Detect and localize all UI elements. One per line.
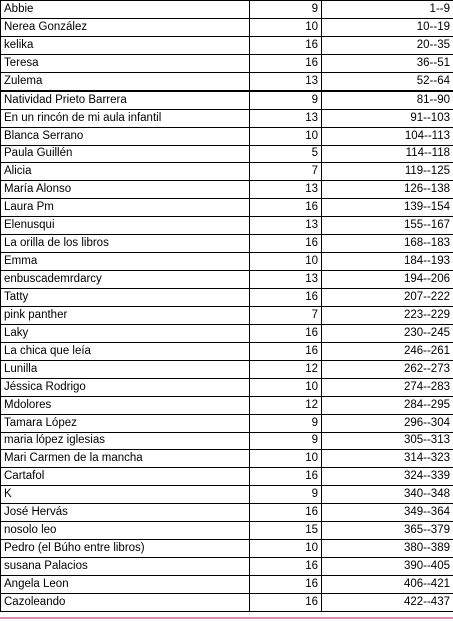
name-cell: La chica que leía bbox=[1, 342, 250, 360]
count-cell: 9 bbox=[250, 414, 322, 432]
table-row bbox=[1, 576, 453, 594]
name-cell: susana Palacios bbox=[1, 558, 250, 576]
sheet-bottom-border bbox=[0, 617, 453, 619]
count-cell: 10 bbox=[250, 378, 322, 396]
table-row bbox=[1, 414, 453, 432]
name-cell: nosolo leo bbox=[1, 522, 250, 540]
table-row bbox=[1, 378, 453, 396]
table-row bbox=[1, 271, 453, 289]
name-cell: Tamara López bbox=[1, 414, 250, 432]
name-cell: Laura Pm bbox=[1, 199, 250, 217]
count-cell: 10 bbox=[250, 253, 322, 271]
name-cell: Mari Carmen de la mancha bbox=[1, 450, 250, 468]
table-row bbox=[1, 450, 453, 468]
name-cell: Teresa bbox=[1, 54, 250, 72]
name-cell: maria lópez iglesias bbox=[1, 432, 250, 450]
count-cell: 13 bbox=[250, 217, 322, 235]
range-cell: 126--138 bbox=[322, 181, 453, 199]
count-cell: 9 bbox=[250, 486, 322, 504]
range-cell: 390--405 bbox=[322, 558, 453, 576]
name-cell: Nerea González bbox=[1, 18, 250, 36]
range-cell: 246--261 bbox=[322, 342, 453, 360]
range-cell: 349--364 bbox=[322, 504, 453, 522]
name-cell: Mdolores bbox=[1, 396, 250, 414]
count-cell: 16 bbox=[250, 558, 322, 576]
name-cell: enbuscademrdarcy bbox=[1, 271, 250, 289]
name-cell: Elenusqui bbox=[1, 217, 250, 235]
range-cell: 184--193 bbox=[322, 253, 453, 271]
range-cell: 81--90 bbox=[322, 91, 453, 109]
range-cell: 52--64 bbox=[322, 72, 453, 90]
table-row bbox=[1, 1, 453, 19]
table-row bbox=[1, 36, 453, 54]
table-row bbox=[1, 253, 453, 271]
range-cell: 91--103 bbox=[322, 109, 453, 127]
name-cell: Abbie bbox=[1, 1, 250, 19]
count-cell: 10 bbox=[250, 127, 322, 145]
range-cell: 155--167 bbox=[322, 217, 453, 235]
range-cell: 406--421 bbox=[322, 576, 453, 594]
table-row bbox=[1, 306, 453, 324]
table-row bbox=[1, 145, 453, 163]
range-cell: 168--183 bbox=[322, 235, 453, 253]
name-cell: Emma bbox=[1, 253, 250, 271]
table-row bbox=[1, 289, 453, 307]
table-row bbox=[1, 163, 453, 181]
range-cell: 340--348 bbox=[322, 486, 453, 504]
range-cell: 324--339 bbox=[322, 468, 453, 486]
count-cell: 7 bbox=[250, 306, 322, 324]
table-row bbox=[1, 360, 453, 378]
range-cell: 20--35 bbox=[322, 36, 453, 54]
name-cell: Paula Guillén bbox=[1, 145, 250, 163]
count-cell: 16 bbox=[250, 593, 322, 611]
count-cell: 16 bbox=[250, 289, 322, 307]
count-cell: 16 bbox=[250, 468, 322, 486]
count-cell: 16 bbox=[250, 36, 322, 54]
table-row bbox=[1, 558, 453, 576]
range-cell: 296--304 bbox=[322, 414, 453, 432]
range-cell: 365--379 bbox=[322, 522, 453, 540]
count-cell: 7 bbox=[250, 163, 322, 181]
table-row bbox=[1, 324, 453, 342]
count-cell: 15 bbox=[250, 522, 322, 540]
table-row bbox=[1, 109, 453, 127]
name-cell: Laky bbox=[1, 324, 250, 342]
name-cell: Cazoleando bbox=[1, 593, 250, 611]
name-cell: K bbox=[1, 486, 250, 504]
count-cell: 10 bbox=[250, 450, 322, 468]
name-cell: María Alonso bbox=[1, 181, 250, 199]
count-cell: 16 bbox=[250, 54, 322, 72]
count-cell: 16 bbox=[250, 235, 322, 253]
range-cell: 380--389 bbox=[322, 540, 453, 558]
range-cell: 314--323 bbox=[322, 450, 453, 468]
count-cell: 10 bbox=[250, 18, 322, 36]
range-cell: 274--283 bbox=[322, 378, 453, 396]
participants-table-body bbox=[1, 1, 453, 612]
name-cell: Alicia bbox=[1, 163, 250, 181]
range-cell: 207--222 bbox=[322, 289, 453, 307]
range-cell: 194--206 bbox=[322, 271, 453, 289]
table-row bbox=[1, 181, 453, 199]
name-cell: Blanca Serrano bbox=[1, 127, 250, 145]
table-row bbox=[1, 199, 453, 217]
count-cell: 13 bbox=[250, 181, 322, 199]
table-row bbox=[1, 396, 453, 414]
name-cell: Lunilla bbox=[1, 360, 250, 378]
name-cell: Zulema bbox=[1, 72, 250, 90]
range-cell: 230--245 bbox=[322, 324, 453, 342]
range-cell: 139--154 bbox=[322, 199, 453, 217]
range-cell: 422--437 bbox=[322, 593, 453, 611]
table-row bbox=[1, 235, 453, 253]
name-cell: José Hervás bbox=[1, 504, 250, 522]
count-cell: 12 bbox=[250, 360, 322, 378]
count-cell: 16 bbox=[250, 199, 322, 217]
table-row bbox=[1, 217, 453, 235]
name-cell: Tatty bbox=[1, 289, 250, 307]
table-row bbox=[1, 522, 453, 540]
range-cell: 284--295 bbox=[322, 396, 453, 414]
name-cell: Natividad Prieto Barrera bbox=[1, 91, 250, 109]
range-cell: 10--19 bbox=[322, 18, 453, 36]
range-cell: 305--313 bbox=[322, 432, 453, 450]
count-cell: 9 bbox=[250, 91, 322, 109]
name-cell: La orilla de los libros bbox=[1, 235, 250, 253]
count-cell: 12 bbox=[250, 396, 322, 414]
name-cell: pink panther bbox=[1, 306, 250, 324]
range-cell: 262--273 bbox=[322, 360, 453, 378]
count-cell: 16 bbox=[250, 342, 322, 360]
table-row bbox=[1, 432, 453, 450]
name-cell: Jéssica Rodrigo bbox=[1, 378, 250, 396]
table-row bbox=[1, 486, 453, 504]
count-cell: 9 bbox=[250, 1, 322, 19]
table-row bbox=[1, 127, 453, 145]
range-cell: 114--118 bbox=[322, 145, 453, 163]
range-cell: 104--113 bbox=[322, 127, 453, 145]
range-cell: 223--229 bbox=[322, 306, 453, 324]
table-row bbox=[1, 468, 453, 486]
range-cell: 119--125 bbox=[322, 163, 453, 181]
count-cell: 16 bbox=[250, 576, 322, 594]
count-cell: 10 bbox=[250, 540, 322, 558]
count-cell: 13 bbox=[250, 109, 322, 127]
name-cell: Cartafol bbox=[1, 468, 250, 486]
table-row bbox=[1, 504, 453, 522]
count-cell: 16 bbox=[250, 324, 322, 342]
range-cell: 1--9 bbox=[322, 1, 453, 19]
count-cell: 16 bbox=[250, 504, 322, 522]
name-cell: Pedro (el Búho entre libros) bbox=[1, 540, 250, 558]
name-cell: Angela Leon bbox=[1, 576, 250, 594]
count-cell: 5 bbox=[250, 145, 322, 163]
count-cell: 9 bbox=[250, 432, 322, 450]
table-row bbox=[1, 342, 453, 360]
name-cell: En un rincón de mi aula infantil bbox=[1, 109, 250, 127]
name-cell: kelika bbox=[1, 36, 250, 54]
count-cell: 13 bbox=[250, 271, 322, 289]
count-cell: 13 bbox=[250, 72, 322, 90]
table-row bbox=[1, 18, 453, 36]
table-row bbox=[1, 91, 453, 109]
table-row bbox=[1, 54, 453, 72]
table-row bbox=[1, 593, 453, 611]
table-row bbox=[1, 540, 453, 558]
range-cell: 36--51 bbox=[322, 54, 453, 72]
table-row bbox=[1, 72, 453, 90]
